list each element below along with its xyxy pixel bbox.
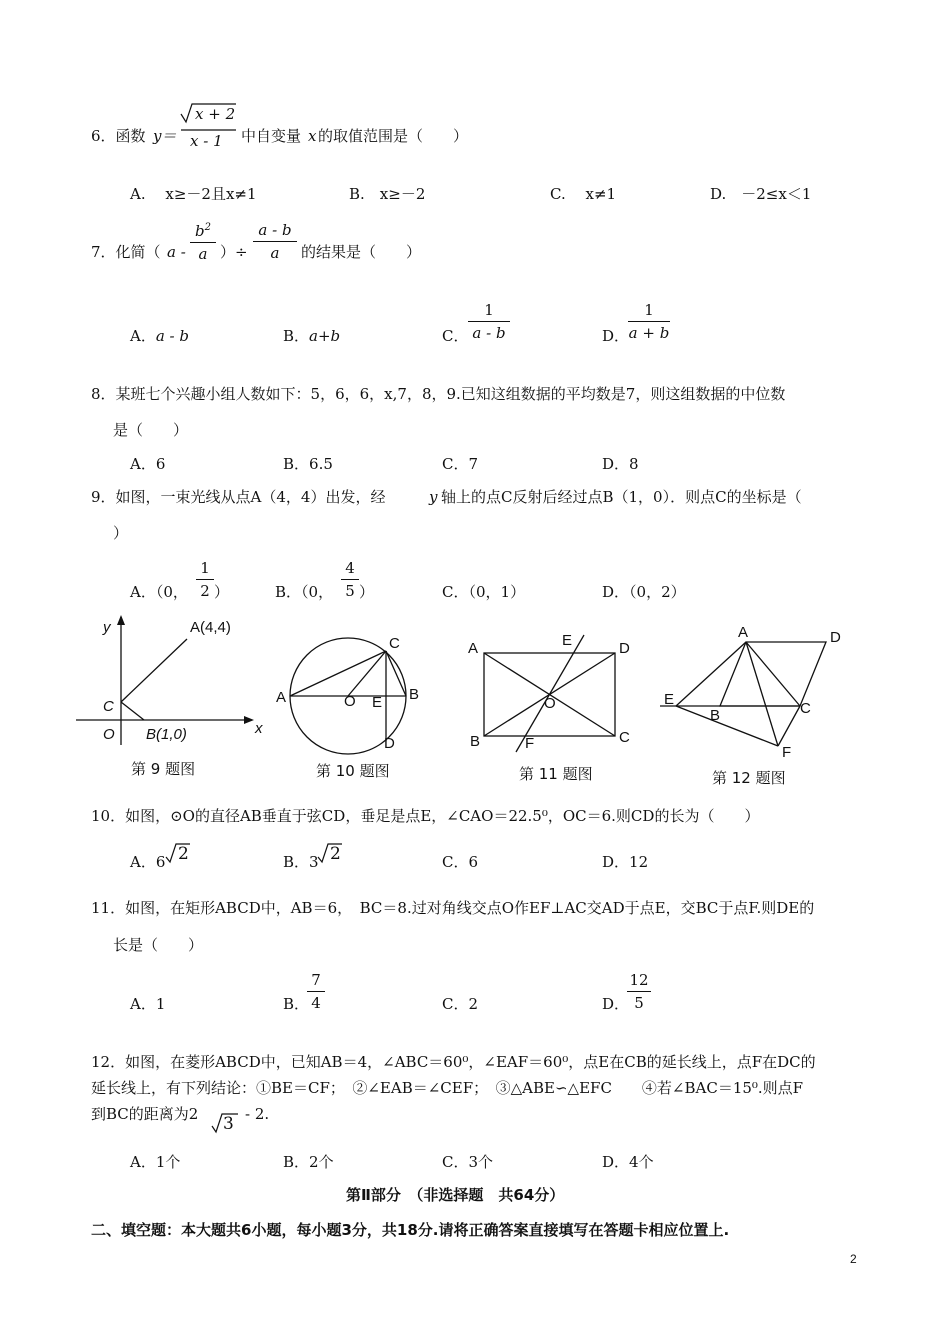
- f11-label-c: C: [619, 729, 630, 746]
- q7-option-d-fraction: [628, 300, 670, 343]
- q11-option-b-label[interactable]: B．: [283, 995, 310, 1013]
- q12-line-1: 12．如图，在菱形ABCD中，已知AB＝4，∠ABC＝60⁰，∠EAF＝60⁰，点E在CB的延长线上，点F在DC的: [91, 1053, 816, 1071]
- f10-label-e: E: [372, 694, 383, 711]
- q11-option-c[interactable]: C．2: [442, 995, 479, 1013]
- q12-radicand: 3: [223, 1114, 234, 1134]
- q6-variable: x: [308, 127, 317, 145]
- q7-fraction-1: [190, 218, 216, 264]
- q8-option-a[interactable]: A．6: [130, 455, 166, 473]
- q12-line-3b: - 2.: [245, 1105, 270, 1123]
- page-number: 2: [850, 1252, 857, 1266]
- q6-suffix-b: 的取值范围是（ ）: [318, 127, 469, 145]
- f12-caption: 第 12 题图: [712, 769, 786, 787]
- q7-option-c-fraction: [468, 300, 510, 343]
- f9-caption: 第 9 题图: [131, 760, 196, 778]
- q6-numerator: x + 2: [195, 105, 236, 123]
- q6-option-a[interactable]: A. x≥－2且x≠1: [130, 185, 257, 203]
- q12-line-3a: 到BC的距离为2: [91, 1105, 199, 1123]
- f9-label-b: B(1,0): [146, 726, 187, 743]
- f9-ray-c-b: [121, 702, 144, 720]
- f11-label-e: E: [562, 632, 573, 649]
- q7-divide: ）÷: [220, 243, 248, 261]
- q9-line-1a: 9．如图，一束光线从点A（4，4）出发，经: [91, 488, 386, 506]
- q9-option-a[interactable]: A．（0，: [130, 583, 188, 601]
- q7-option-b-label: B．: [283, 327, 310, 345]
- q12-option-c[interactable]: C．3个: [442, 1153, 494, 1171]
- q7-a-minus: a -: [167, 243, 186, 261]
- f10-caption: 第 10 题图: [316, 762, 390, 780]
- q10-option-b[interactable]: B．3: [283, 853, 319, 871]
- figure-11: [468, 632, 630, 752]
- f9-label-a: A(4,4): [190, 619, 231, 636]
- q11-option-d-label[interactable]: D．: [602, 995, 630, 1013]
- f11-label-b: B: [470, 733, 481, 750]
- q11-option-b-num: 7: [311, 971, 321, 989]
- q9-option-b-num: 4: [345, 559, 355, 577]
- q9-line-1-var: y: [429, 488, 438, 506]
- q9-option-a-close: ）: [214, 583, 230, 601]
- q8-option-c[interactable]: C．7: [442, 455, 479, 473]
- q11-option-b-fraction: [307, 970, 325, 1013]
- section-2-heading: 二、填空题：本大题共6小题，每小题3分，共18分.请将正确答案直接填写在答题卡相应位置上.: [91, 1221, 730, 1239]
- f10-label-c: C: [389, 635, 400, 652]
- f10-label-d: D: [384, 735, 395, 752]
- figure-10: [276, 635, 419, 754]
- f12-label-e: E: [664, 691, 675, 708]
- q11-option-a[interactable]: A．1: [130, 995, 166, 1013]
- q7-option-a[interactable]: [130, 326, 189, 346]
- f10-label-a: A: [276, 689, 287, 706]
- f11-label-d: D: [619, 640, 630, 657]
- f9-ray-a-c: [121, 639, 187, 702]
- q7-option-b-value: a+b: [309, 327, 341, 345]
- q11-line-1: 11．如图，在矩形ABCD中，AB＝6， BC＝8.过对角线交点O作EF⊥AC交AD于点E，交BC于点F.则DE的: [91, 899, 815, 917]
- q6-option-d[interactable]: D. －2≤x＜1: [710, 185, 812, 203]
- q8-option-d[interactable]: D．8: [602, 455, 639, 473]
- f12-segment-ae: [676, 642, 746, 706]
- q7-f2-num: a - b: [258, 221, 292, 239]
- q10-option-a[interactable]: A．6: [130, 853, 166, 871]
- q12-option-a[interactable]: A．1个: [130, 1153, 181, 1171]
- f11-caption: 第 11 题图: [519, 765, 593, 783]
- f12-diagonal-ac: [746, 642, 800, 706]
- q9-line-1b: 轴上的点C反射后经过点B（1，0）．则点C的坐标是（: [441, 488, 802, 506]
- f9-label-x: x: [255, 720, 263, 737]
- f12-label-c: C: [800, 700, 811, 717]
- q7-option-a-value: a - b: [155, 327, 189, 345]
- q7-option-d-num: 1: [644, 301, 654, 319]
- q7-fraction-2: [253, 220, 297, 263]
- f9-label-y: y: [103, 619, 111, 636]
- q11-option-d-num: 12: [629, 971, 649, 989]
- q7-option-d-label[interactable]: D．: [602, 327, 630, 345]
- q8-line-2: 是（ ）: [113, 421, 189, 439]
- f10-segment-oc: [348, 651, 386, 696]
- q8-option-b[interactable]: B．6.5: [283, 455, 333, 473]
- q11-option-b-den: 4: [311, 994, 321, 1012]
- q6-prefix: 6．函数: [91, 127, 146, 145]
- f12-segment-cf: [778, 706, 800, 746]
- q9-option-c[interactable]: C．（0，1）: [442, 583, 526, 601]
- q7-prefix: 7．化简（: [91, 243, 161, 261]
- f10-label-o: O: [344, 693, 356, 710]
- q9-line-2: ）: [113, 524, 129, 542]
- q7-option-b[interactable]: [283, 326, 340, 346]
- f12-label-a: A: [738, 624, 749, 641]
- f9-label-o: O: [103, 726, 115, 743]
- q8-line-1: 8．某班七个兴趣小组人数如下：5，6，6，x,7，8，9.已知这组数据的平均数是7，则这组数据的中位数: [91, 385, 786, 403]
- q9-option-a-den: 2: [200, 582, 210, 600]
- q7-option-a-label: A．: [130, 327, 156, 345]
- q9-option-d[interactable]: D．（0，2）: [602, 583, 686, 601]
- figure-12: [660, 624, 841, 761]
- q6-option-c[interactable]: C. x≠1: [550, 185, 617, 203]
- q9-option-b-den: 5: [345, 582, 355, 600]
- f12-segment-af: [746, 642, 778, 746]
- f11-label-a: A: [468, 640, 479, 657]
- q10-line: 10．如图，⊙O的直径AB垂直于弦CD，垂足是点E，∠CAO＝22.5⁰，OC＝6.则CD的长为（ ）: [91, 807, 760, 825]
- f10-segment-bc: [386, 651, 406, 696]
- q6-y-equals: y＝: [153, 127, 177, 145]
- f10-label-b: B: [409, 686, 420, 703]
- q7-f1-den: a: [198, 245, 208, 263]
- q7-suffix: 的结果是（ ）: [301, 243, 422, 261]
- q7-option-c-label[interactable]: C．: [442, 327, 469, 345]
- q7-f1-num: b: [195, 222, 205, 240]
- q10-option-d[interactable]: D．12: [602, 853, 649, 871]
- q7-f2-den: a: [270, 244, 280, 262]
- q6-option-b[interactable]: B. x≥－2: [349, 185, 426, 203]
- f12-segment-ef: [676, 706, 778, 746]
- q10-option-a-radicand: 2: [178, 844, 189, 864]
- q6-denominator: x - 1: [190, 132, 223, 150]
- f11-label-o: O: [544, 695, 556, 712]
- q12-option-d[interactable]: D．4个: [602, 1153, 654, 1171]
- q11-option-d-fraction: [627, 970, 651, 1013]
- q7-option-d-den: a + b: [628, 324, 670, 342]
- f12-label-b: B: [710, 707, 721, 724]
- f12-label-d: D: [830, 629, 841, 646]
- f9-label-c: C: [103, 698, 114, 715]
- q11-option-d-den: 5: [634, 994, 644, 1012]
- q10-option-c[interactable]: C．6: [442, 853, 479, 871]
- q9-option-a-fraction: [196, 558, 214, 601]
- f12-label-f: F: [782, 744, 792, 761]
- q10-option-b-radicand: 2: [330, 844, 341, 864]
- f11-label-f: F: [525, 735, 535, 752]
- q12-line-2: 延长线上，有下列结论：①BE＝CF； ②∠EAB＝∠CEF； ③△ABE∽△EFC ④若∠BAC＝15⁰.则点F: [91, 1079, 804, 1097]
- q11-line-2: 长是（ ）: [113, 936, 204, 954]
- q9-option-b-close: ）: [359, 583, 375, 601]
- q7-option-c-num: 1: [484, 301, 494, 319]
- q9-option-b[interactable]: B．（0，: [275, 583, 334, 601]
- q6-suffix-a: 中自变量: [241, 127, 302, 145]
- q12-option-b[interactable]: B．2个: [283, 1153, 334, 1171]
- q9-option-a-num: 1: [200, 559, 210, 577]
- figure-9: [76, 615, 263, 745]
- part-2-title: 第Ⅱ部分 （非选择题 共64分）: [346, 1186, 565, 1204]
- q7-f1-exp: 2: [204, 222, 211, 233]
- q7-option-c-den: a - b: [472, 324, 506, 342]
- q9-option-b-fraction: [341, 558, 359, 601]
